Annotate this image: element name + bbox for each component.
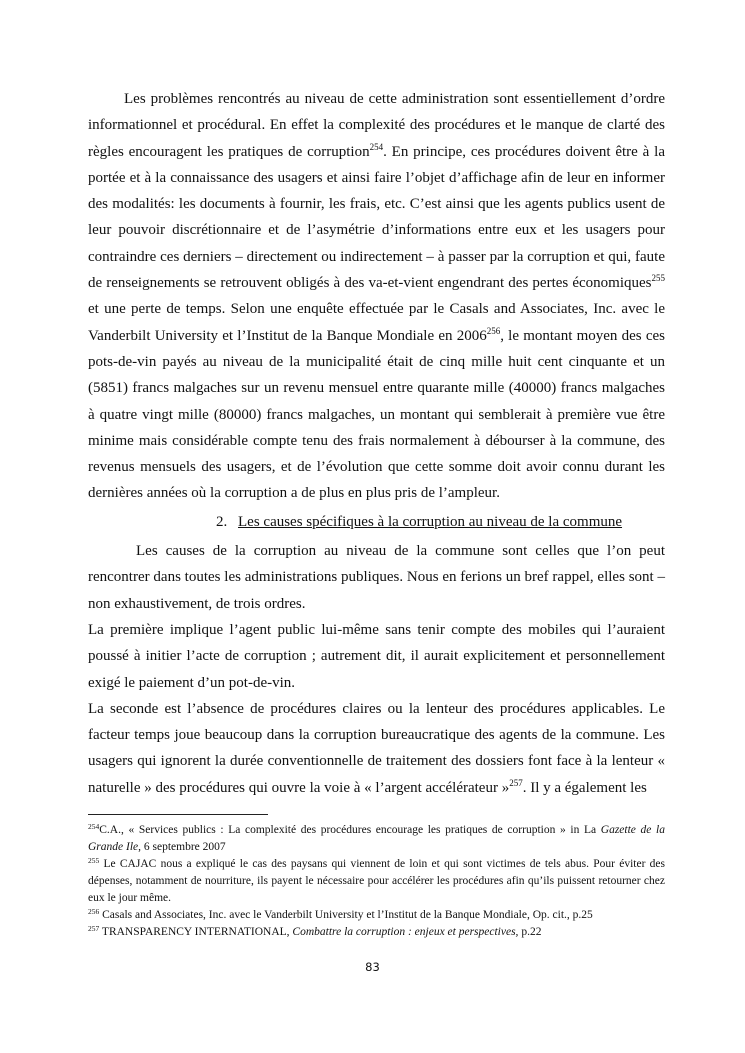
footnote-text: TRANSPARENCY INTERNATIONAL, [99, 926, 293, 938]
paragraph-administration-problems [88, 86, 665, 507]
footnote-256 [88, 907, 665, 924]
paragraph-text: Les problèmes rencontrés au niveau de cette administration sont essentiellement d’ordre informationnel et procédural. En effet la complexité des procédures et le manque de clarté des règles encouragent les pratiques de corruption [88, 91, 665, 160]
footnote-number: 256 [88, 907, 100, 916]
footnote-ref-256: 256 [486, 325, 501, 336]
footnote-255 [88, 856, 665, 907]
paragraph-text: La seconde est l’absence de procédures claires ou la lenteur des procédures applicables. Le facteur temps joue beaucoup dans la corruption bureaucratique des agents de la commune. Les usagers qui ignorent la durée conventionnelle de traitement des dossiers font face à la lenteur « naturelle » des procédures qui ouvre la voie à « l’argent accélérateur » [88, 700, 665, 796]
footnote-publication: Gazette de la Grande Ile [88, 824, 665, 853]
footnote-text: Casals and Associates, Inc. avec le Vanderbilt University et l’Institut de la Banque Mondiale, Op. cit., p.25 [99, 909, 593, 921]
paragraph-first-cause: La première implique l’agent public lui-même sans tenir compte des mobiles qui l’auraient poussé à initier l’acte de corruption ; autrement dit, il aurait explicitement et personnellement exigé le paiement d’un pot-de-vin. [88, 621, 665, 691]
paragraph-text: , le montant moyen des ces pots-de-vin payés au niveau de la municipalité était de cinq mille huit cent cinquante et un (5851) francs malgaches sur un revenu mensuel entre quarante mille (40000) francs malgaches à quatre vingt mille (80000) francs malgaches, un montant qui semblerait à première vue être minime mais considérable compte tenu des frais normalement à débourser à la commune, des revenus mensuels des usagers, et de l’évolution que cette somme doit avoir connu durant les dernières années où la corruption a de plus en plus pris de l’ampleur. [88, 327, 665, 502]
footnote-ref-255: 255 [651, 273, 665, 284]
footnote-text: , 6 septembre 2007 [138, 841, 226, 853]
footnote-254 [88, 822, 665, 856]
footnote-text: C.A., « Services publics : La complexité des procédures encourage les pratiques de corruption » in La [99, 824, 601, 836]
paragraph-causes-intro: Les causes de la corruption au niveau de la commune sont celles que l’on peut rencontrer dans toutes les administrations publiques. Nous en ferions un bref rappel, elles sont – non exhaustivement, de trois ordres. [88, 543, 665, 612]
footnote-text: p.22 [518, 926, 542, 938]
paragraph-text: . En principe, ces procédures doivent être à la portée et à la connaissance des usagers et ainsi faire l’objet d’affichage afin de leur en informer des modalités: les documents à fournir, les frais, etc. C’est ainsi que les agents publics usent de leur pouvoir discrétionnaire et de l’asymétrie d’informations entre eux et les usagers pour contraindre ces derniers – directement ou indirectement – à passer par la corruption et qui, faute de renseignements se retrouvent obligés à des va-et-vient engendrant des pertes économiques [88, 143, 665, 292]
footnote-separator [88, 814, 268, 815]
paragraph-second-cause [88, 696, 665, 801]
page-number: 83 [365, 960, 380, 974]
footnotes [88, 822, 665, 941]
paragraph-text: . Il y a également les [522, 779, 647, 796]
footnote-ref-254: 254 [369, 141, 384, 152]
footnote-text: Le CAJAC nous a expliqué le cas des paysans qui viennent de loin et qui sont victimes de tels abus. Pour éviter des dépenses, notamment de nourriture, ils payent le nécessaire pour accélérer les procédures afin qu’ils puissent retourner chez eux le jour même. [88, 858, 665, 904]
section-number: 2. [216, 513, 228, 530]
footnote-number: 254 [88, 822, 100, 831]
footnote-publication: Combattre la corruption : enjeux et perspectives, [292, 926, 519, 938]
section-title: Les causes spécifiques à la corruption au niveau de la commune [238, 513, 623, 530]
body-text [88, 86, 665, 801]
footnote-ref-257: 257 [509, 777, 523, 788]
paragraph-text: et une perte de temps. Selon une enquête effectuée par le Casals and Associates, Inc. avec le Vanderbilt University et l’Institut de la Banque Mondiale en 2006 [88, 301, 665, 344]
footnote-number: 255 [88, 856, 100, 865]
footnote-number: 257 [88, 924, 100, 933]
footnote-257 [88, 924, 665, 941]
section-heading [88, 509, 665, 535]
